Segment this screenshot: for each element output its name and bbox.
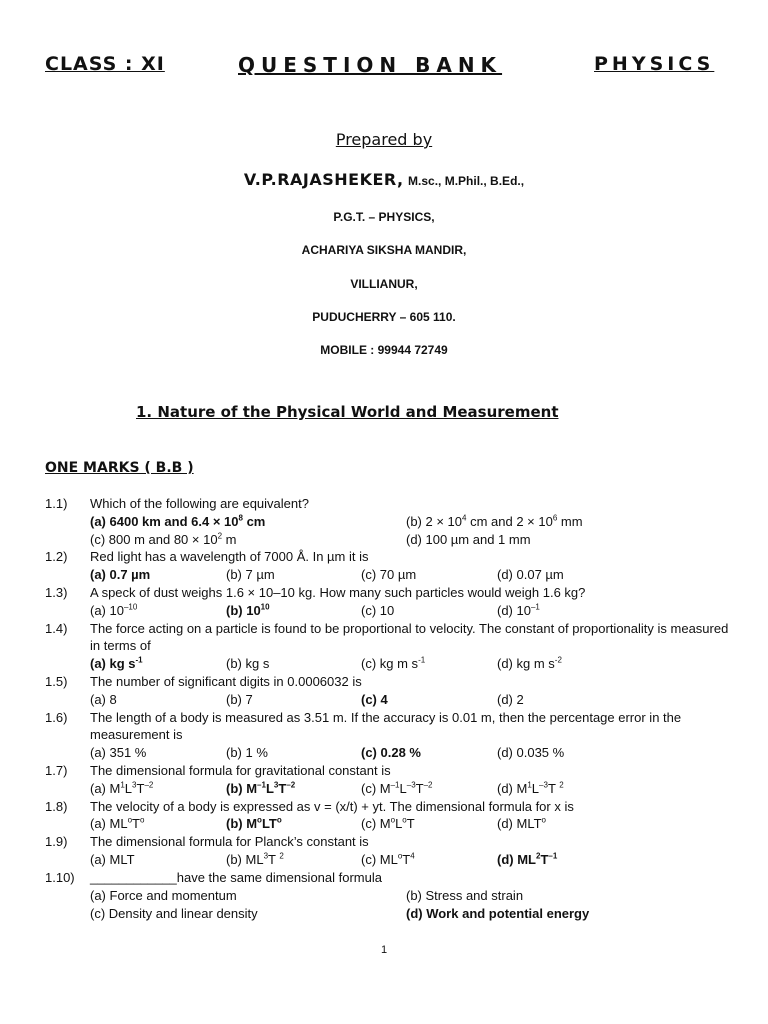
option-c: (c) 70 µm bbox=[361, 567, 417, 582]
question-number: 1.10) bbox=[45, 870, 75, 885]
question-row bbox=[0, 799, 768, 816]
question-continuation bbox=[0, 638, 768, 655]
options-row bbox=[0, 852, 768, 869]
question-text: ____________have the same dimensional formula bbox=[90, 870, 382, 885]
option-d: (d) 2 bbox=[497, 692, 524, 707]
option-d: (d) 0.07 µm bbox=[497, 567, 564, 582]
section-title: ONE MARKS ( B.B ) bbox=[45, 460, 194, 476]
option-b: (b) $2 \times 10^4$ cm and $2 \times 10^6$ mm bbox=[406, 513, 583, 529]
option-b: (b) $10^{10}$ bbox=[226, 602, 270, 618]
question-text: The force acting on a particle is found to be proportional to velocity. The constant of proportionality is measured bbox=[90, 621, 729, 636]
option-d: (d) $10^{-1}$ bbox=[497, 602, 540, 618]
options-row bbox=[0, 567, 768, 584]
author-line bbox=[0, 170, 768, 190]
question-number: 1.4) bbox=[45, 621, 68, 636]
question-row bbox=[0, 870, 768, 887]
question-row bbox=[0, 585, 768, 602]
option-a: (a) $10^{-10}$ bbox=[90, 602, 138, 618]
option-a: (a) kg $s^{-1}$ bbox=[90, 655, 143, 671]
town-name: VILLIANUR, bbox=[350, 277, 418, 291]
option-a: (a) MLT bbox=[90, 852, 135, 867]
question-number: 1.8) bbox=[45, 799, 68, 814]
option-d: (d) MLT$^o$ bbox=[497, 815, 546, 831]
question-text: A speck of dust weighs 1.6 × 10–10 kg. How many such particles would weigh 1.6 kg? bbox=[90, 585, 586, 600]
options-row bbox=[0, 532, 768, 549]
question-number: 1.2) bbox=[45, 549, 68, 564]
author-designation: P.G.T. – PHYSICS, bbox=[333, 210, 435, 224]
option-c: (c) $M^{-1}L^{-3}T^{-2}$ bbox=[361, 780, 433, 796]
question-row bbox=[0, 621, 768, 638]
options-row bbox=[0, 603, 768, 620]
option-a: (a) 6400 km and $6.4 \times 10^8$ cm bbox=[90, 513, 266, 529]
question-number: 1.7) bbox=[45, 763, 68, 778]
mobile-number: MOBILE : 99944 72749 bbox=[320, 343, 448, 357]
question-number: 1.1) bbox=[45, 496, 68, 511]
question-number: 1.9) bbox=[45, 834, 68, 849]
question-row bbox=[0, 674, 768, 691]
class-label: CLASS : XI bbox=[45, 53, 165, 75]
prepared-by: Prepared by bbox=[335, 130, 433, 149]
option-d: (d) 100 µm and 1 mm bbox=[406, 532, 531, 547]
option-a: (a) $M^1L^3T^{-2}$ bbox=[90, 780, 154, 796]
question-text: measurement is bbox=[90, 727, 183, 742]
option-a: (a) 0.7 µm bbox=[90, 567, 151, 582]
school-name: ACHARIYA SIKSHA MANDIR, bbox=[301, 243, 467, 257]
question-text: The length of a body is measured as 3.51 m. If the accuracy is 0.01 m, then the percentage error in the bbox=[90, 710, 682, 725]
option-b: (b) kg s bbox=[226, 656, 270, 671]
options-row bbox=[0, 888, 768, 905]
question-row bbox=[0, 710, 768, 727]
option-b: (b) 1 % bbox=[226, 745, 268, 760]
author-qualifications: M.sc., M.Phil., B.Ed., bbox=[408, 174, 525, 188]
question-text: The dimensional formula for gravitational constant is bbox=[90, 763, 391, 778]
option-a: (a) Force and momentum bbox=[90, 888, 237, 903]
option-d: (d) $M^1L^{-3}T$ $^2$ bbox=[497, 780, 564, 796]
option-c: (c) 4 bbox=[361, 692, 388, 707]
question-text: The dimensional formula for Planck’s constant is bbox=[90, 834, 369, 849]
option-c: (c) 800 m and $80 \times 10^2$ m bbox=[90, 531, 237, 547]
question-row bbox=[0, 834, 768, 851]
option-d: (d) $ML^2T^{-1}$ bbox=[497, 851, 558, 867]
question-text: The velocity of a body is expressed as v = (x/t) + yt. The dimensional formula for x is bbox=[90, 799, 574, 814]
option-b: (b) $M^oLT^o$ bbox=[226, 815, 282, 831]
option-b: (b) 7 µm bbox=[226, 567, 275, 582]
subject-label: PHYSICS bbox=[594, 53, 715, 75]
question-row bbox=[0, 763, 768, 780]
option-b: (b) Stress and strain bbox=[406, 888, 524, 903]
option-c: (c) kg m $s^{-1}$ bbox=[361, 655, 426, 671]
question-row bbox=[0, 496, 768, 513]
options-row bbox=[0, 781, 768, 798]
question-number: 1.5) bbox=[45, 674, 68, 689]
option-d: (d) kg m $s^{-2}$ bbox=[497, 655, 562, 671]
option-b: (b) 7 bbox=[226, 692, 253, 707]
option-d: (d) 0.035 % bbox=[497, 745, 565, 760]
option-c: (c) $M^oL^oT$ bbox=[361, 815, 415, 831]
question-text: The number of significant digits in 0.0006032 is bbox=[90, 674, 362, 689]
option-a: (a) $ML^oT^o$ bbox=[90, 815, 145, 831]
options-row bbox=[0, 745, 768, 762]
option-d: (d) Work and potential energy bbox=[406, 906, 590, 921]
question-number: 1.6) bbox=[45, 710, 68, 725]
options-row bbox=[0, 692, 768, 709]
question-text: Which of the following are equivalent? bbox=[90, 496, 309, 511]
option-c: (c) 10 bbox=[361, 603, 395, 618]
author-name: V.P.RAJASHEKER, bbox=[243, 170, 404, 189]
option-c: (c) 0.28 % bbox=[361, 745, 421, 760]
question-number: 1.3) bbox=[45, 585, 68, 600]
option-c: (c) $ML^oT^4$ bbox=[361, 851, 415, 867]
page-number: 1 bbox=[380, 944, 388, 956]
page-title: QUESTION BANK bbox=[238, 53, 503, 77]
question-text: in terms of bbox=[90, 638, 151, 653]
question-continuation bbox=[0, 727, 768, 744]
options-row bbox=[0, 656, 768, 673]
option-a: (a) 351 % bbox=[90, 745, 147, 760]
options-row bbox=[0, 816, 768, 833]
options-row bbox=[0, 906, 768, 923]
options-row bbox=[0, 514, 768, 531]
question-row bbox=[0, 549, 768, 566]
city-address: PUDUCHERRY – 605 110. bbox=[312, 310, 456, 324]
option-b: (b) $ML^3T$ $^2$ bbox=[226, 851, 284, 867]
question-text: Red light has a wavelength of 7000 Å. In µm it is bbox=[90, 549, 369, 564]
option-a: (a) 8 bbox=[90, 692, 117, 707]
option-c: (c) Density and linear density bbox=[90, 906, 258, 921]
option-b: (b) $M^{-1}L^3T^{-2}$ bbox=[226, 780, 296, 796]
chapter-title: 1. Nature of the Physical World and Measurement bbox=[136, 403, 559, 421]
